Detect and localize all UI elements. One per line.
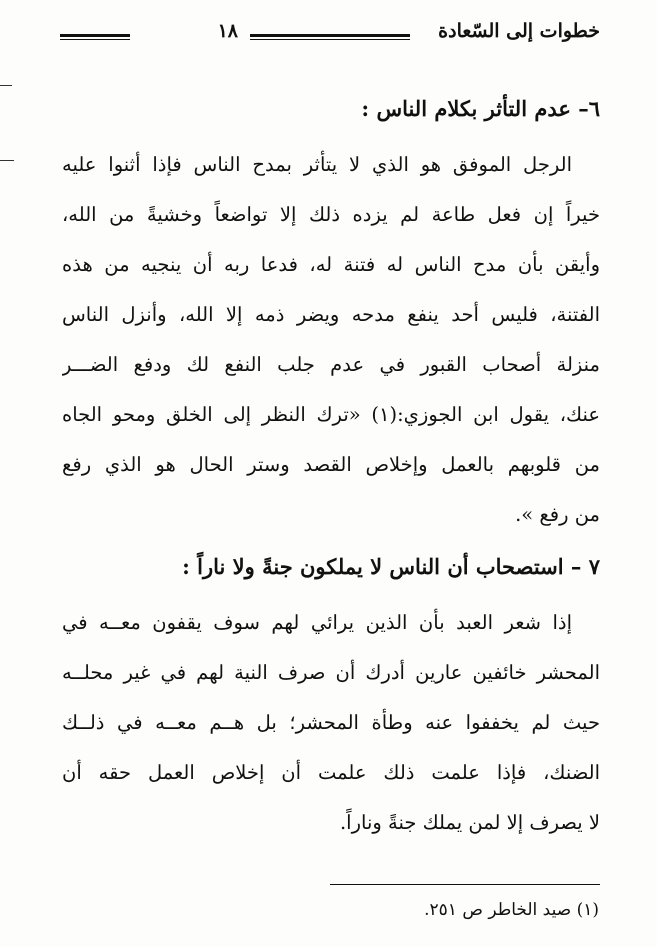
paragraph-6 — [62, 140, 600, 540]
text-line: وأيقن بأن مدح الناس له فتنة له، فدعا ربه أن ينجيه من هذه — [62, 253, 600, 276]
section-heading-7: ٧ – استصحاب أن الناس لا يملكون جنةً ولا ناراً : — [182, 554, 600, 579]
main-text — [62, 86, 600, 848]
scan-mark — [0, 85, 12, 86]
text-line: الفتنة، فليس أحد ينفع مدحه ويضر ذمه إلا الله، وأنزل الناس — [62, 303, 600, 326]
footnote-rule — [330, 884, 600, 885]
running-header — [60, 20, 600, 50]
header-rule-long — [250, 34, 410, 40]
page-number: ١٨ — [217, 20, 238, 42]
text-line: المحشر خائفين عارين أدرك أن صرف النية لهم في غير محلــه — [62, 661, 600, 684]
text-line: منزلة أصحاب القبور في عدم جلب النفع لك ودفع الضـــر — [62, 353, 600, 376]
paragraph-7 — [62, 598, 600, 848]
scan-mark — [0, 160, 14, 161]
text-line: عنك، يقول ابن الجوزي:(١) «ترك النظر إلى الخلق ومحو الجاه — [62, 403, 600, 426]
book-title: خطوات إلى السّعادة — [438, 20, 600, 42]
header-rule-short — [60, 34, 130, 40]
text-line: لا يصرف إلا لمن يملك جنةً وناراً. — [339, 811, 600, 834]
text-line: من قلوبهم بالعمل وإخلاص القصد وستر الحال هو الذي رفع — [62, 453, 600, 476]
text-line: من رفع ». — [515, 503, 600, 526]
text-line: الضنك، فإذا علمت ذلك علمت أن إخلاص العمل حقه أن — [62, 761, 600, 784]
text-line: إذا شعر العبد بأن الذين يرائي لهم سوف يقفون معــه في — [62, 611, 572, 634]
text-line: خيراً إن فعل طاعة لم يزده ذلك إلا تواضعاً وخشيةً من الله، — [62, 203, 600, 226]
text-line: الرجل الموفق هو الذي لا يتأثر بمدح الناس فإذا أثنوا عليه — [62, 153, 572, 176]
text-line: حيث لم يخففوا عنه وطأة المحشر؛ بل هــم معــه في ذلــك — [62, 711, 600, 734]
footnote: (١) صيد الخاطر ص ٢٥١. — [424, 900, 599, 920]
section-heading-6: ٦– عدم التأثر بكلام الناس : — [361, 96, 600, 121]
